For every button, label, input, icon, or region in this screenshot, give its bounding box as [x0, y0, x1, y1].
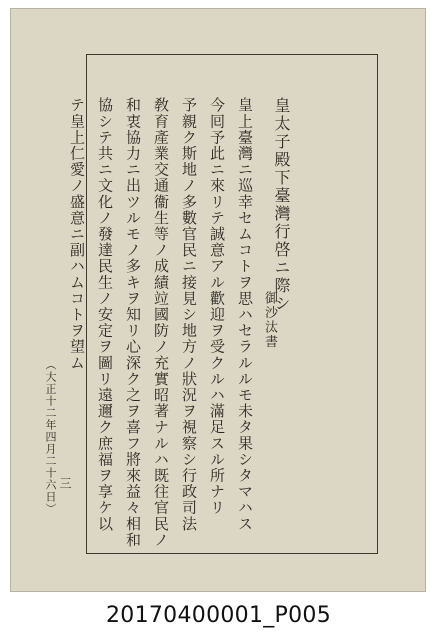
text-line-5: 和衷協力ニ出ツルモノ多キヲ知リ心深ク之ヲ喜フ將來益々相和 — [124, 97, 142, 548]
image-caption: 20170400001_P005 — [105, 603, 332, 628]
document-date: （大正十二年四月二十六日） — [44, 359, 57, 515]
page-number: 三 — [58, 477, 72, 489]
text-line-3: 予親ク斯地ノ多數官民ニ接見シ地方ノ狀況ヲ視察シ行政司法 — [180, 97, 198, 532]
text-line-1: 皇上臺灣ニ巡幸セムコトヲ思ハセラルルモ未タ果シタマハス — [236, 97, 254, 532]
document-page — [10, 8, 426, 592]
text-line-2: 今囘予此ニ來リテ誠意アル歡迎ヲ受クルハ滿足スル所ナリ — [208, 97, 226, 516]
document-title: 皇太子殿下臺灣行啓ニ際シ — [272, 97, 291, 313]
text-line-4: 敎育產業交通衞生等ノ成績竝國防ノ充實昭著ナルハ既往官民ノ — [152, 97, 170, 548]
text-line-6: 協シテ共ニ文化ノ發達民生ノ安定ヲ圖リ遠邇ク庶福ヲ享ケ以 — [96, 97, 114, 532]
signature: 御沙汰書 — [262, 291, 277, 349]
text-line-7: テ皇上仁愛ノ盛意ニ副ハムコトヲ望ム — [68, 97, 86, 371]
